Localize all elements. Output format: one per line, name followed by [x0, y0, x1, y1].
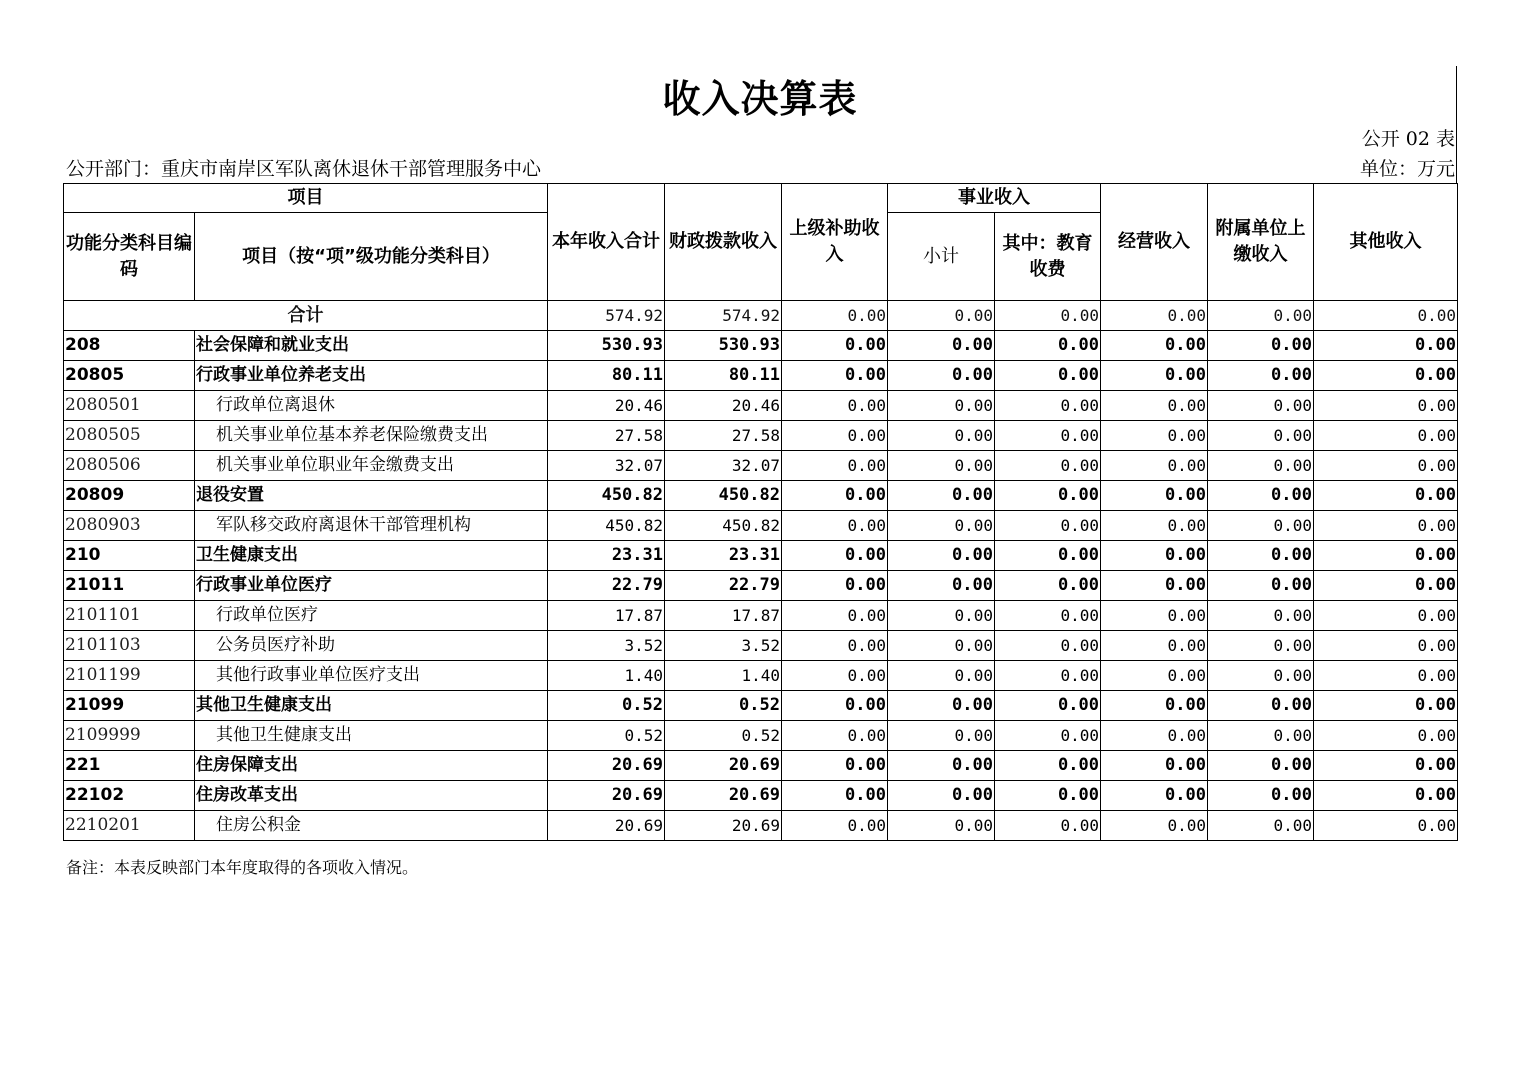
value-cell: 0.00	[1208, 511, 1314, 541]
row-name: 行政事业单位医疗	[195, 571, 548, 601]
row-code: 2080505	[64, 421, 195, 451]
value-cell: 0.00	[1314, 781, 1458, 811]
value-cell: 0.00	[995, 781, 1101, 811]
row-name: 其他卫生健康支出	[195, 691, 548, 721]
value-cell: 0.00	[1208, 691, 1314, 721]
value-cell: 0.00	[888, 451, 995, 481]
row-code: 2109999	[64, 721, 195, 751]
header-career-edu: 其中：教育收费	[995, 213, 1101, 301]
value-cell: 0.00	[1208, 781, 1314, 811]
value-cell: 0.00	[1101, 721, 1208, 751]
value-cell: 0.00	[1208, 451, 1314, 481]
table-row	[64, 751, 1458, 781]
value-cell: 0.00	[782, 811, 888, 841]
table-row	[64, 601, 1458, 631]
row-name: 卫生健康支出	[195, 541, 548, 571]
department-label: 公开部门：重庆市南岸区军队离休退休干部管理服务中心	[66, 158, 542, 180]
value-cell: 0.00	[782, 751, 888, 781]
value-cell: 0.00	[888, 361, 995, 391]
value-cell: 0.00	[1208, 541, 1314, 571]
value-cell: 0.00	[995, 421, 1101, 451]
value-cell: 32.07	[665, 451, 782, 481]
table-row	[64, 811, 1458, 841]
value-cell: 0.00	[1314, 571, 1458, 601]
value-cell: 20.69	[665, 781, 782, 811]
row-code: 21099	[64, 691, 195, 721]
value-cell: 0.00	[1208, 721, 1314, 751]
value-cell: 0.00	[782, 691, 888, 721]
value-cell: 0.00	[888, 631, 995, 661]
value-cell: 27.58	[548, 421, 665, 451]
value-cell: 0.00	[782, 631, 888, 661]
value-cell: 0.00	[1314, 601, 1458, 631]
total-label: 合计	[64, 301, 548, 331]
value-cell: 0.52	[548, 721, 665, 751]
value-cell: 450.82	[548, 511, 665, 541]
unit-label: 单位：万元	[1359, 158, 1455, 180]
value-cell: 0.00	[1314, 811, 1458, 841]
value-cell: 0.00	[1314, 421, 1458, 451]
value-cell: 0.00	[782, 361, 888, 391]
value-cell: 0.00	[995, 571, 1101, 601]
value-cell: 27.58	[665, 421, 782, 451]
value-cell: 0.00	[782, 451, 888, 481]
value-cell: 1.40	[548, 661, 665, 691]
value-cell: 3.52	[665, 631, 782, 661]
value-cell: 0.00	[782, 601, 888, 631]
value-cell: 0.00	[995, 721, 1101, 751]
value-cell: 0.00	[782, 571, 888, 601]
table-row	[64, 781, 1458, 811]
value-cell: 0.00	[1314, 511, 1458, 541]
row-code: 2210201	[64, 811, 195, 841]
row-name: 住房公积金	[195, 811, 548, 841]
value-cell: 0.00	[1208, 631, 1314, 661]
value-cell: 20.69	[665, 751, 782, 781]
table-row	[64, 511, 1458, 541]
value-cell: 0.00	[1101, 361, 1208, 391]
table-row	[64, 391, 1458, 421]
table-row	[64, 691, 1458, 721]
table-row	[64, 661, 1458, 691]
value-cell: 0.52	[665, 721, 782, 751]
value-cell: 0.00	[1314, 721, 1458, 751]
table-row	[64, 481, 1458, 511]
value-cell: 0.00	[782, 721, 888, 751]
value-cell: 0.00	[1208, 661, 1314, 691]
value-cell: 0.00	[1101, 301, 1208, 331]
table-row	[64, 361, 1458, 391]
header-code: 功能分类科目编码	[64, 213, 195, 301]
value-cell: 574.92	[548, 301, 665, 331]
value-cell: 0.00	[888, 331, 995, 361]
header-career: 事业收入	[888, 184, 1101, 213]
value-cell: 0.00	[1208, 331, 1314, 361]
value-cell: 0.00	[1208, 301, 1314, 331]
value-cell: 0.00	[1314, 391, 1458, 421]
value-cell: 0.00	[1314, 661, 1458, 691]
value-cell: 0.00	[1101, 331, 1208, 361]
value-cell: 0.00	[1314, 751, 1458, 781]
value-cell: 0.00	[1314, 331, 1458, 361]
value-cell: 0.00	[1101, 751, 1208, 781]
value-cell: 3.52	[548, 631, 665, 661]
value-cell: 0.00	[995, 811, 1101, 841]
row-name: 行政事业单位养老支出	[195, 361, 548, 391]
row-code: 20805	[64, 361, 195, 391]
value-cell: 0.00	[995, 541, 1101, 571]
value-cell: 0.00	[1101, 601, 1208, 631]
header-project: 项目	[64, 184, 548, 213]
footnote: 备注：本表反映部门本年度取得的各项收入情况。	[66, 858, 419, 877]
row-name: 住房保障支出	[195, 751, 548, 781]
value-cell: 0.00	[782, 511, 888, 541]
row-code: 208	[64, 331, 195, 361]
value-cell: 0.00	[888, 691, 995, 721]
value-cell: 20.69	[548, 781, 665, 811]
value-cell: 0.00	[782, 301, 888, 331]
value-cell: 0.00	[888, 781, 995, 811]
value-cell: 0.00	[782, 661, 888, 691]
row-name: 行政单位医疗	[195, 601, 548, 631]
table-row	[64, 451, 1458, 481]
row-code: 21011	[64, 571, 195, 601]
value-cell: 0.00	[1101, 631, 1208, 661]
value-cell: 20.69	[548, 751, 665, 781]
value-cell: 0.00	[1314, 691, 1458, 721]
row-code: 210	[64, 541, 195, 571]
total-row	[64, 301, 1458, 331]
row-code: 2080501	[64, 391, 195, 421]
value-cell: 0.00	[1314, 631, 1458, 661]
value-cell: 0.00	[995, 511, 1101, 541]
value-cell: 0.00	[1208, 601, 1314, 631]
value-cell: 0.00	[995, 481, 1101, 511]
value-cell: 0.00	[1208, 571, 1314, 601]
value-cell: 0.00	[888, 301, 995, 331]
value-cell: 0.00	[782, 331, 888, 361]
row-code: 2101101	[64, 601, 195, 631]
value-cell: 23.31	[665, 541, 782, 571]
value-cell: 0.00	[995, 301, 1101, 331]
value-cell: 22.79	[548, 571, 665, 601]
value-cell: 0.00	[1208, 751, 1314, 781]
value-cell: 574.92	[665, 301, 782, 331]
value-cell: 0.00	[782, 391, 888, 421]
value-cell: 22.79	[665, 571, 782, 601]
value-cell: 32.07	[548, 451, 665, 481]
value-cell: 0.00	[1101, 541, 1208, 571]
value-cell: 20.46	[548, 391, 665, 421]
row-name: 其他行政事业单位医疗支出	[195, 661, 548, 691]
value-cell: 17.87	[548, 601, 665, 631]
value-cell: 0.00	[1101, 811, 1208, 841]
value-cell: 80.11	[548, 361, 665, 391]
value-cell: 0.00	[1101, 511, 1208, 541]
value-cell: 0.00	[1101, 421, 1208, 451]
value-cell: 0.00	[888, 751, 995, 781]
value-cell: 450.82	[665, 481, 782, 511]
value-cell: 0.00	[888, 541, 995, 571]
value-cell: 0.00	[1314, 301, 1458, 331]
value-cell: 0.00	[888, 571, 995, 601]
value-cell: 0.00	[888, 661, 995, 691]
value-cell: 0.00	[995, 661, 1101, 691]
value-cell: 0.00	[995, 691, 1101, 721]
value-cell: 0.00	[782, 421, 888, 451]
value-cell: 530.93	[665, 331, 782, 361]
table-number: 公开 02 表	[1361, 128, 1455, 150]
value-cell: 0.00	[888, 811, 995, 841]
report-title: 收入决算表	[662, 77, 858, 121]
value-cell: 0.00	[782, 541, 888, 571]
income-table	[63, 183, 1458, 841]
header-other: 其他收入	[1314, 184, 1458, 301]
row-name: 退役安置	[195, 481, 548, 511]
value-cell: 17.87	[665, 601, 782, 631]
value-cell: 0.00	[1208, 421, 1314, 451]
value-cell: 0.00	[782, 481, 888, 511]
row-name: 军队移交政府离退休干部管理机构	[195, 511, 548, 541]
value-cell: 0.52	[665, 691, 782, 721]
table-row	[64, 631, 1458, 661]
row-name: 其他卫生健康支出	[195, 721, 548, 751]
value-cell: 0.00	[888, 721, 995, 751]
row-code: 2080903	[64, 511, 195, 541]
row-name: 住房改革支出	[195, 781, 548, 811]
value-cell: 0.52	[548, 691, 665, 721]
value-cell: 0.00	[1101, 451, 1208, 481]
value-cell: 0.00	[1208, 811, 1314, 841]
header-career-subtotal: 小计	[888, 213, 995, 301]
value-cell: 0.00	[995, 631, 1101, 661]
value-cell: 0.00	[1101, 661, 1208, 691]
value-cell: 0.00	[1314, 451, 1458, 481]
header-superior: 上级补助收入	[782, 184, 888, 301]
row-name: 机关事业单位基本养老保险缴费支出	[195, 421, 548, 451]
value-cell: 0.00	[995, 331, 1101, 361]
value-cell: 0.00	[995, 751, 1101, 781]
table-body	[64, 301, 1458, 841]
table-row	[64, 421, 1458, 451]
row-name: 行政单位离退休	[195, 391, 548, 421]
header-business: 经营收入	[1101, 184, 1208, 301]
table-row	[64, 721, 1458, 751]
value-cell: 530.93	[548, 331, 665, 361]
value-cell: 0.00	[888, 421, 995, 451]
value-cell: 0.00	[888, 601, 995, 631]
value-cell: 450.82	[548, 481, 665, 511]
value-cell: 0.00	[888, 481, 995, 511]
value-cell: 20.46	[665, 391, 782, 421]
value-cell: 0.00	[1314, 361, 1458, 391]
row-code: 20809	[64, 481, 195, 511]
header-affiliate: 附属单位上缴收入	[1208, 184, 1314, 301]
value-cell: 0.00	[995, 391, 1101, 421]
value-cell: 0.00	[1101, 691, 1208, 721]
value-cell: 0.00	[1101, 781, 1208, 811]
value-cell: 23.31	[548, 541, 665, 571]
row-code: 2101199	[64, 661, 195, 691]
header-fiscal: 财政拨款收入	[665, 184, 782, 301]
header-total: 本年收入合计	[548, 184, 665, 301]
value-cell: 1.40	[665, 661, 782, 691]
row-code: 2101103	[64, 631, 195, 661]
value-cell: 0.00	[1101, 481, 1208, 511]
value-cell: 20.69	[548, 811, 665, 841]
row-code: 22102	[64, 781, 195, 811]
value-cell: 0.00	[1208, 361, 1314, 391]
table-row	[64, 571, 1458, 601]
value-cell: 0.00	[1314, 481, 1458, 511]
header-name: 项目（按“项”级功能分类科目）	[195, 213, 548, 301]
value-cell: 0.00	[995, 361, 1101, 391]
value-cell: 0.00	[995, 451, 1101, 481]
value-cell: 0.00	[888, 511, 995, 541]
value-cell: 450.82	[665, 511, 782, 541]
table-row	[64, 331, 1458, 361]
table-row	[64, 541, 1458, 571]
row-name: 社会保障和就业支出	[195, 331, 548, 361]
value-cell: 0.00	[1208, 481, 1314, 511]
value-cell: 20.69	[665, 811, 782, 841]
value-cell: 0.00	[1101, 391, 1208, 421]
row-name: 公务员医疗补助	[195, 631, 548, 661]
row-code: 221	[64, 751, 195, 781]
value-cell: 0.00	[1101, 571, 1208, 601]
value-cell: 0.00	[782, 781, 888, 811]
value-cell: 0.00	[1314, 541, 1458, 571]
value-cell: 80.11	[665, 361, 782, 391]
value-cell: 0.00	[888, 391, 995, 421]
value-cell: 0.00	[1208, 391, 1314, 421]
row-name: 机关事业单位职业年金缴费支出	[195, 451, 548, 481]
value-cell: 0.00	[995, 601, 1101, 631]
row-code: 2080506	[64, 451, 195, 481]
